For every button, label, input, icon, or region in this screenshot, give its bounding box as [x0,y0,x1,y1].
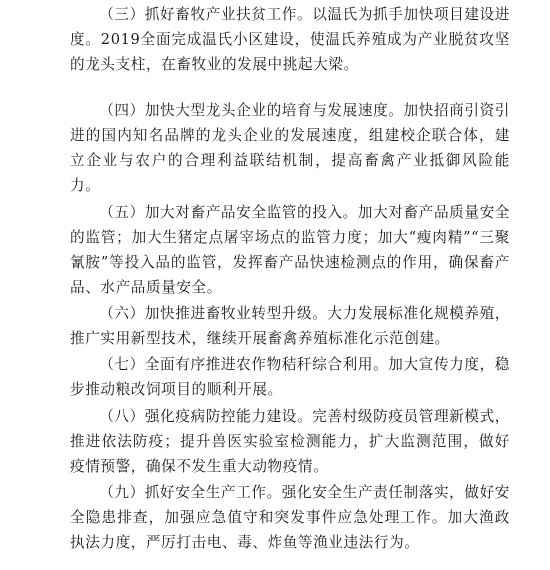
paragraph-product-safety-supervision: （五）加大对畜产品安全监管的投入。加大对畜产品质量安全的监管；加大生猪定点屠宰场点的监管力度；加大“瘦肉精”“三聚氰胺”等投入品的监管，发挥畜产品快速检测点的作用，确保畜产品、水产品质量安全。 [70,204,510,296]
paragraph-industry-upgrade: （六）加快推进畜牧业转型升级。大力发展标准化规模养殖，推广实用新型技术，继续开展畜禽养殖标准化示范创建。 [70,305,510,347]
paragraph-leading-enterprises: （四）加快大型龙头企业的培育与发展速度。加快招商引资引进的国内知名品牌的龙头企业的发展速度，组建校企联合体，建立企业与农户的合理利益联结机制，提高畜禽产业抵御风险能力。 [70,102,510,194]
paragraph-safety-production: （九）抓好安全生产工作。强化安全生产责任制落实，做好安全隐患排查，加强应急值守和突发事件应急处理工作。加大渔政执法力度，严厉打击电、毒、炸鱼等渔业违法行为。 [70,484,510,551]
paragraph-straw-utilization: （七）全面有序推进农作物秸秆综合利用。加大宣传力度，稳步推动粮改饲项目的顺利开展。 [70,356,510,398]
paragraph-livestock-poverty-alleviation: （三）抓好畜牧产业扶贫工作。以温氏为抓手加快项目建设进度。2019全面完成温氏小区建设，使温氏养殖成为产业脱贫攻坚的龙头支柱，在畜牧业的发展中挑起大梁。 [70,6,510,73]
paragraph-epidemic-control: （八）强化疫病防控能力建设。完善村级防疫员管理新模式，推进依法防疫；提升兽医实验室检测能力，扩大监测范围，做好疫情预警，确保不发生重大动物疫情。 [70,408,510,475]
